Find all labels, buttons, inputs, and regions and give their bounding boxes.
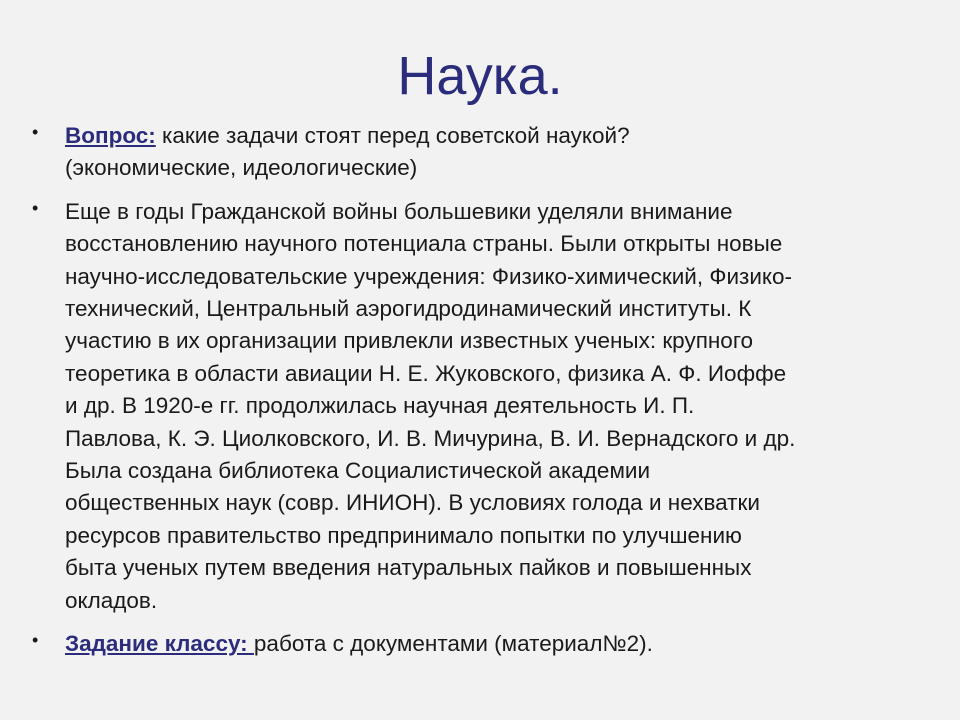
bullet-class-task-line [65,628,937,660]
paragraph-line: технический, Центральный аэрогидродинамический институты. К [65,296,752,322]
bullet-class-task [32,628,937,660]
paragraph-line: и др. В 1920-е гг. продолжилась научная деятельность И. П. [65,393,695,419]
bullet-dot-icon: • [32,630,39,651]
paragraph-line: Была создана библиотека Социалистической академии [65,458,651,484]
bullet-dot-icon: • [32,197,39,218]
paragraph-line: теоретика в области авиации Н. Е. Жуковского, физика А. Ф. Иоффе [65,360,787,386]
paragraph-line: общественных наук (совр. ИНИОН). В условиях голода и нехватки [65,490,760,516]
paragraph-line: участию в их организации привлекли известных ученых: крупного [65,328,754,354]
class-task-link[interactable]: Задание классу: [65,631,254,657]
bullet-question [32,120,937,185]
bullet-dot-icon: • [32,122,39,142]
bullet-question-line-1 [65,120,937,152]
paragraph-line: ресурсов правительство предпринимало попытки по улучшению [65,522,742,548]
question-link[interactable]: Вопрос: [65,123,156,148]
bullet-science-text [32,196,937,617]
paragraph-line: научно-исследовательские учреждения: Физико-химический, Физико- [65,263,793,289]
question-text: какие задачи стоят перед советской наукой? [155,123,630,148]
paragraph-line: Павлова, К. Э. Циолковского, И. В. Мичурина, В. И. Вернадского и др. [65,425,796,451]
bullet-question-line-2: (экономические, идеологические) [65,155,418,181]
slide-title: Наука. [397,46,563,106]
paragraph-line: Еще в годы Гражданской войны большевики уделяли внимание [65,198,733,224]
bullet-list [32,120,937,672]
paragraph-line: восстановлению научного потенциала страны. Были открыты новые [65,231,783,257]
paragraph-line: окладов. [65,587,158,613]
paragraph-line: быта ученых путем введения натуральных пайков и повышенных [65,555,752,581]
class-task-text: работа с документами (материал№2). [253,631,653,657]
